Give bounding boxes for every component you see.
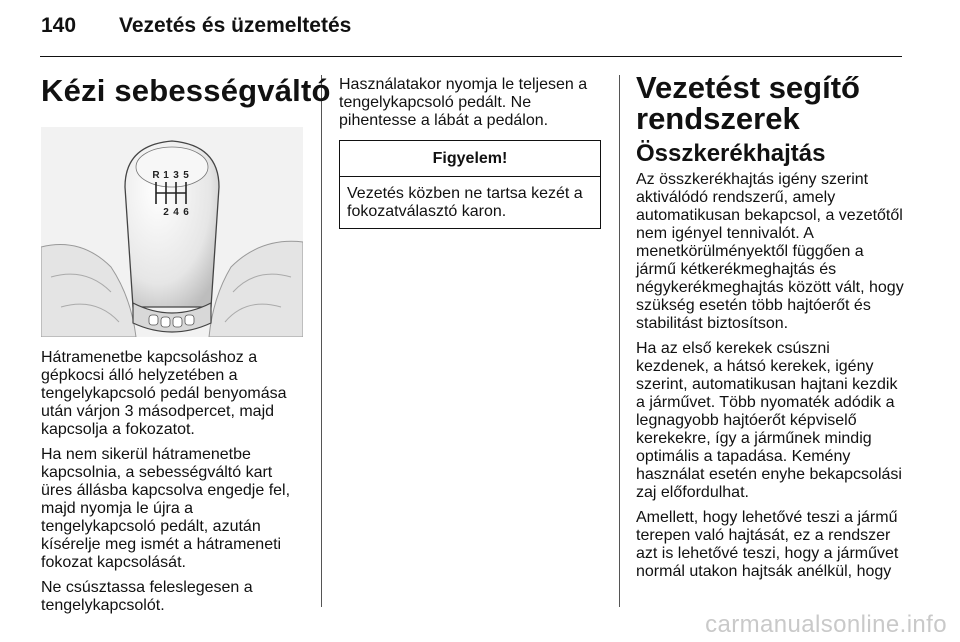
shift-label-1: 1 xyxy=(163,170,169,181)
paragraph: Ha az első kerekek csúszni kezdenek, a hátsó kerekek, igény szerint, automatikusan hajtani kezdik a járművet. Több nyomaték adódik a legnagyobb hajtóerőt képviselő kerekekre, így a járműnek mindig optimális a tapadása. Kemény használat esetén enyhe bekapcsolási zaj előfordulhat. xyxy=(636,340,902,501)
shift-label-5: 5 xyxy=(183,170,189,181)
paragraph: Az összkerékhajtás igény szerint aktiválódó rendszerű, amely automatikusan bekapcsol, a vezetőtől nem igényel tennivalót. A menetkörülményektől függően a jármű kétkerékmeghajtás és négykerékmeghajtás között vált, hogy szükség esetén több hajtóerőt és stabilitást biztosítson. xyxy=(636,171,904,332)
page-header-title: Vezetés és üzemeltetés xyxy=(119,14,352,37)
column-divider-left xyxy=(321,75,322,607)
warning-title: Figyelem! xyxy=(340,141,600,177)
shift-label-r: R xyxy=(152,170,160,181)
paragraph: Használatakor nyomja le teljesen a tengelykapcsoló pedált. Ne pihentesse a lábát a pedálon. xyxy=(339,76,588,129)
shift-label-2: 2 xyxy=(163,207,169,218)
col3-body xyxy=(636,171,906,588)
section-heading-driver-assistance: Vezetést segítő rendszerek xyxy=(636,70,860,136)
paragraph: Ha nem sikerül hátramenetbe kapcsolnia, a sebességváltó kart üres állásba kapcsolva engedje fel, majd nyomja le újra a tengelykapcsoló pedált, azután kísérelje meg ismét a hátrameneti fokozat kapcsolását. xyxy=(41,446,291,571)
header-rule xyxy=(40,56,902,57)
paragraph: Ne csúsztassa feleslegesen a tengelykapcsolót. xyxy=(41,579,253,614)
warning-box xyxy=(339,140,601,229)
col2-body xyxy=(339,76,605,137)
paragraph: Amellett, hogy lehetővé teszi a jármű terepen való hajtását, ez a rendszer azt is lehetővé teszi, hogy a járművet normál utakon hajtsák anélkül, hogy xyxy=(636,509,899,580)
shift-label-4: 4 xyxy=(173,207,179,218)
section-heading-manual-gearbox: Kézi sebességváltó xyxy=(41,73,331,108)
subheading-all-wheel-drive: Összkerékhajtás xyxy=(636,140,826,167)
shift-label-3: 3 xyxy=(173,170,179,181)
page-number: 140 xyxy=(41,14,77,37)
watermark: carmanualsonline.info xyxy=(705,611,947,638)
warning-text: Vezetés közben ne tartsa kezét a fokozatválasztó karon. xyxy=(347,185,583,220)
column-divider-right xyxy=(619,75,620,607)
col1-body xyxy=(41,349,307,622)
paragraph: Hátramenetbe kapcsoláshoz a gépkocsi álló helyzetében a tengelykapcsoló pedál benyomása után várjon 3 másodpercet, majd kapcsolja a fokozatot. xyxy=(41,349,287,438)
gear-knob-illustration xyxy=(41,127,303,337)
shift-label-6: 6 xyxy=(183,207,189,218)
